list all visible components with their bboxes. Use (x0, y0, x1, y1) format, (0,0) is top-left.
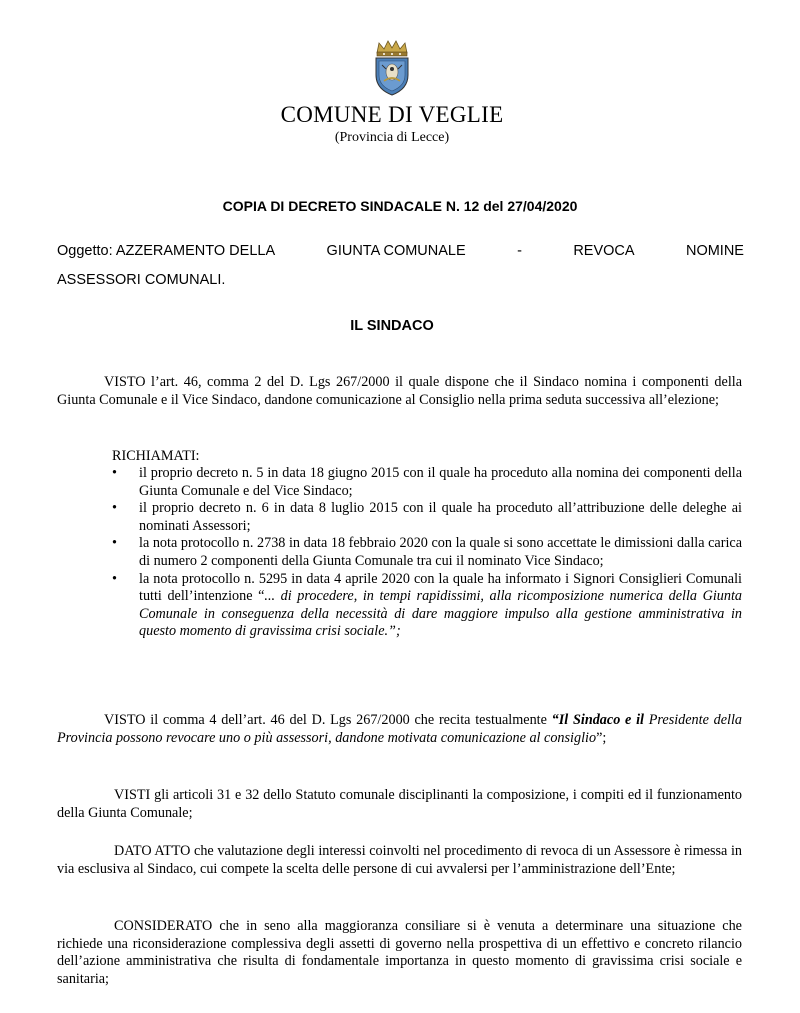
list-item-text: la nota protocollo n. 2738 in data 18 febbraio 2020 con la quale si sono accettate le dimissioni dalla carica di numero 2 componenti della Giunta Comunale tra cui il nominato Vice Sindaco; (139, 535, 742, 569)
provincia-subtitle: (Provincia di Lecce) (334, 130, 450, 145)
bullet-icon: • (112, 535, 117, 552)
visto-paragraph-2 (57, 712, 742, 747)
bullet-icon: • (112, 500, 117, 517)
oggetto-line-2: ASSESSORI COMUNALI. (57, 272, 226, 288)
list-item-text: la nota protocollo n. 5295 in data 4 aprile 2020 con la quale ha informato i Signori Consiglieri Comunali tutti dell’intenzione “ (139, 570, 742, 605)
visto2-prefix: VISTO il comma 4 dell’art. 46 del D. Lgs 267/2000 che recita testualmente (104, 712, 552, 728)
bullet-icon: • (112, 465, 117, 481)
decree-title: COPIA DI DECRETO SINDACALE N. 12 del 27/04/2020 (222, 198, 578, 214)
coat-of-arms-icon (369, 39, 415, 97)
richiamati-list (112, 465, 742, 641)
list-item (112, 465, 742, 500)
oggetto-first (57, 243, 275, 259)
oggetto-word-3: - (517, 243, 522, 259)
list-item-text: il proprio decreto n. 6 in data 8 luglio 2015 con il quale ha proceduto all’attribuzione delle deleghe ai nominati Assessori; (139, 500, 742, 534)
visto2-quote-open: “Il Sindaco e il (551, 712, 644, 728)
oggetto-line (57, 243, 744, 259)
list-item-quote: ... di procedere, in tempi rapidissimi, alla ricomposizione numerica della Giunta Comunale in conseguenza della necessità di dare maggiore impulso alla gestione amministrativa in questo momento di gravissima crisi sociale.”; (139, 588, 743, 640)
bullet-icon: • (112, 570, 117, 587)
list-item (112, 535, 742, 570)
list-item (112, 571, 742, 641)
comune-title: COMUNE DI VEGLIE (280, 102, 504, 127)
oggetto-label: Oggetto: (57, 243, 113, 259)
oggetto-word-1: AZZERAMENTO DELLA (115, 243, 276, 259)
oggetto-word-5: NOMINE (685, 243, 744, 259)
visto2-suffix: ”; (596, 729, 607, 746)
oggetto-word-2: GIUNTA COMUNALE (326, 243, 466, 259)
list-item (112, 500, 742, 535)
considerato-paragraph: CONSIDERATO che in seno alla maggioranza consiliare si è venuta a determinare una situazione che richiede una riconsiderazione complessiva degli assetti di governo nella prospettiva di un effettivo e concreto rilancio dell’azione amministrativa che risulta di fondamentale importanza in questo momento di gravissima crisi sociale e sanitaria; (57, 918, 742, 987)
list-item-text: il proprio decreto n. 5 in data 18 giugno 2015 con il quale ha proceduto alla nomina dei componenti della Giunta Comunale e del Vice Sindaco; (139, 465, 742, 499)
visti-paragraph: VISTI gli articoli 31 e 32 dello Statuto comunale disciplinanti la composizione, i compiti ed il funzionamento della Giunta Comunale; (57, 787, 742, 821)
visto-paragraph-1: VISTO l’art. 46, comma 2 del D. Lgs 267/2000 il quale dispone che il Sindaco nomina i componenti della Giunta Comunale e il Vice Sindaco, dandone comunicazione al Consiglio nella prima seduta successiva all’elezione; (57, 374, 742, 408)
dato-atto-paragraph: DATO ATTO che valutazione degli interessi coinvolti nel procedimento di revoca di un Assessore è rimessa in via esclusiva al Sindaco, cui compete la scelta delle persone di cui avvalersi per l’amministrazione dell’Ente; (57, 843, 742, 877)
sindaco-heading: IL SINDACO (350, 318, 434, 334)
richiamati-heading: RICHIAMATI: (112, 448, 200, 464)
visto2-quote-rest: Presidente della Provincia possono revocare uno o più assessori, dandone motivata comunicazione al consiglio (57, 712, 743, 746)
oggetto-word-4: REVOCA (573, 243, 635, 259)
